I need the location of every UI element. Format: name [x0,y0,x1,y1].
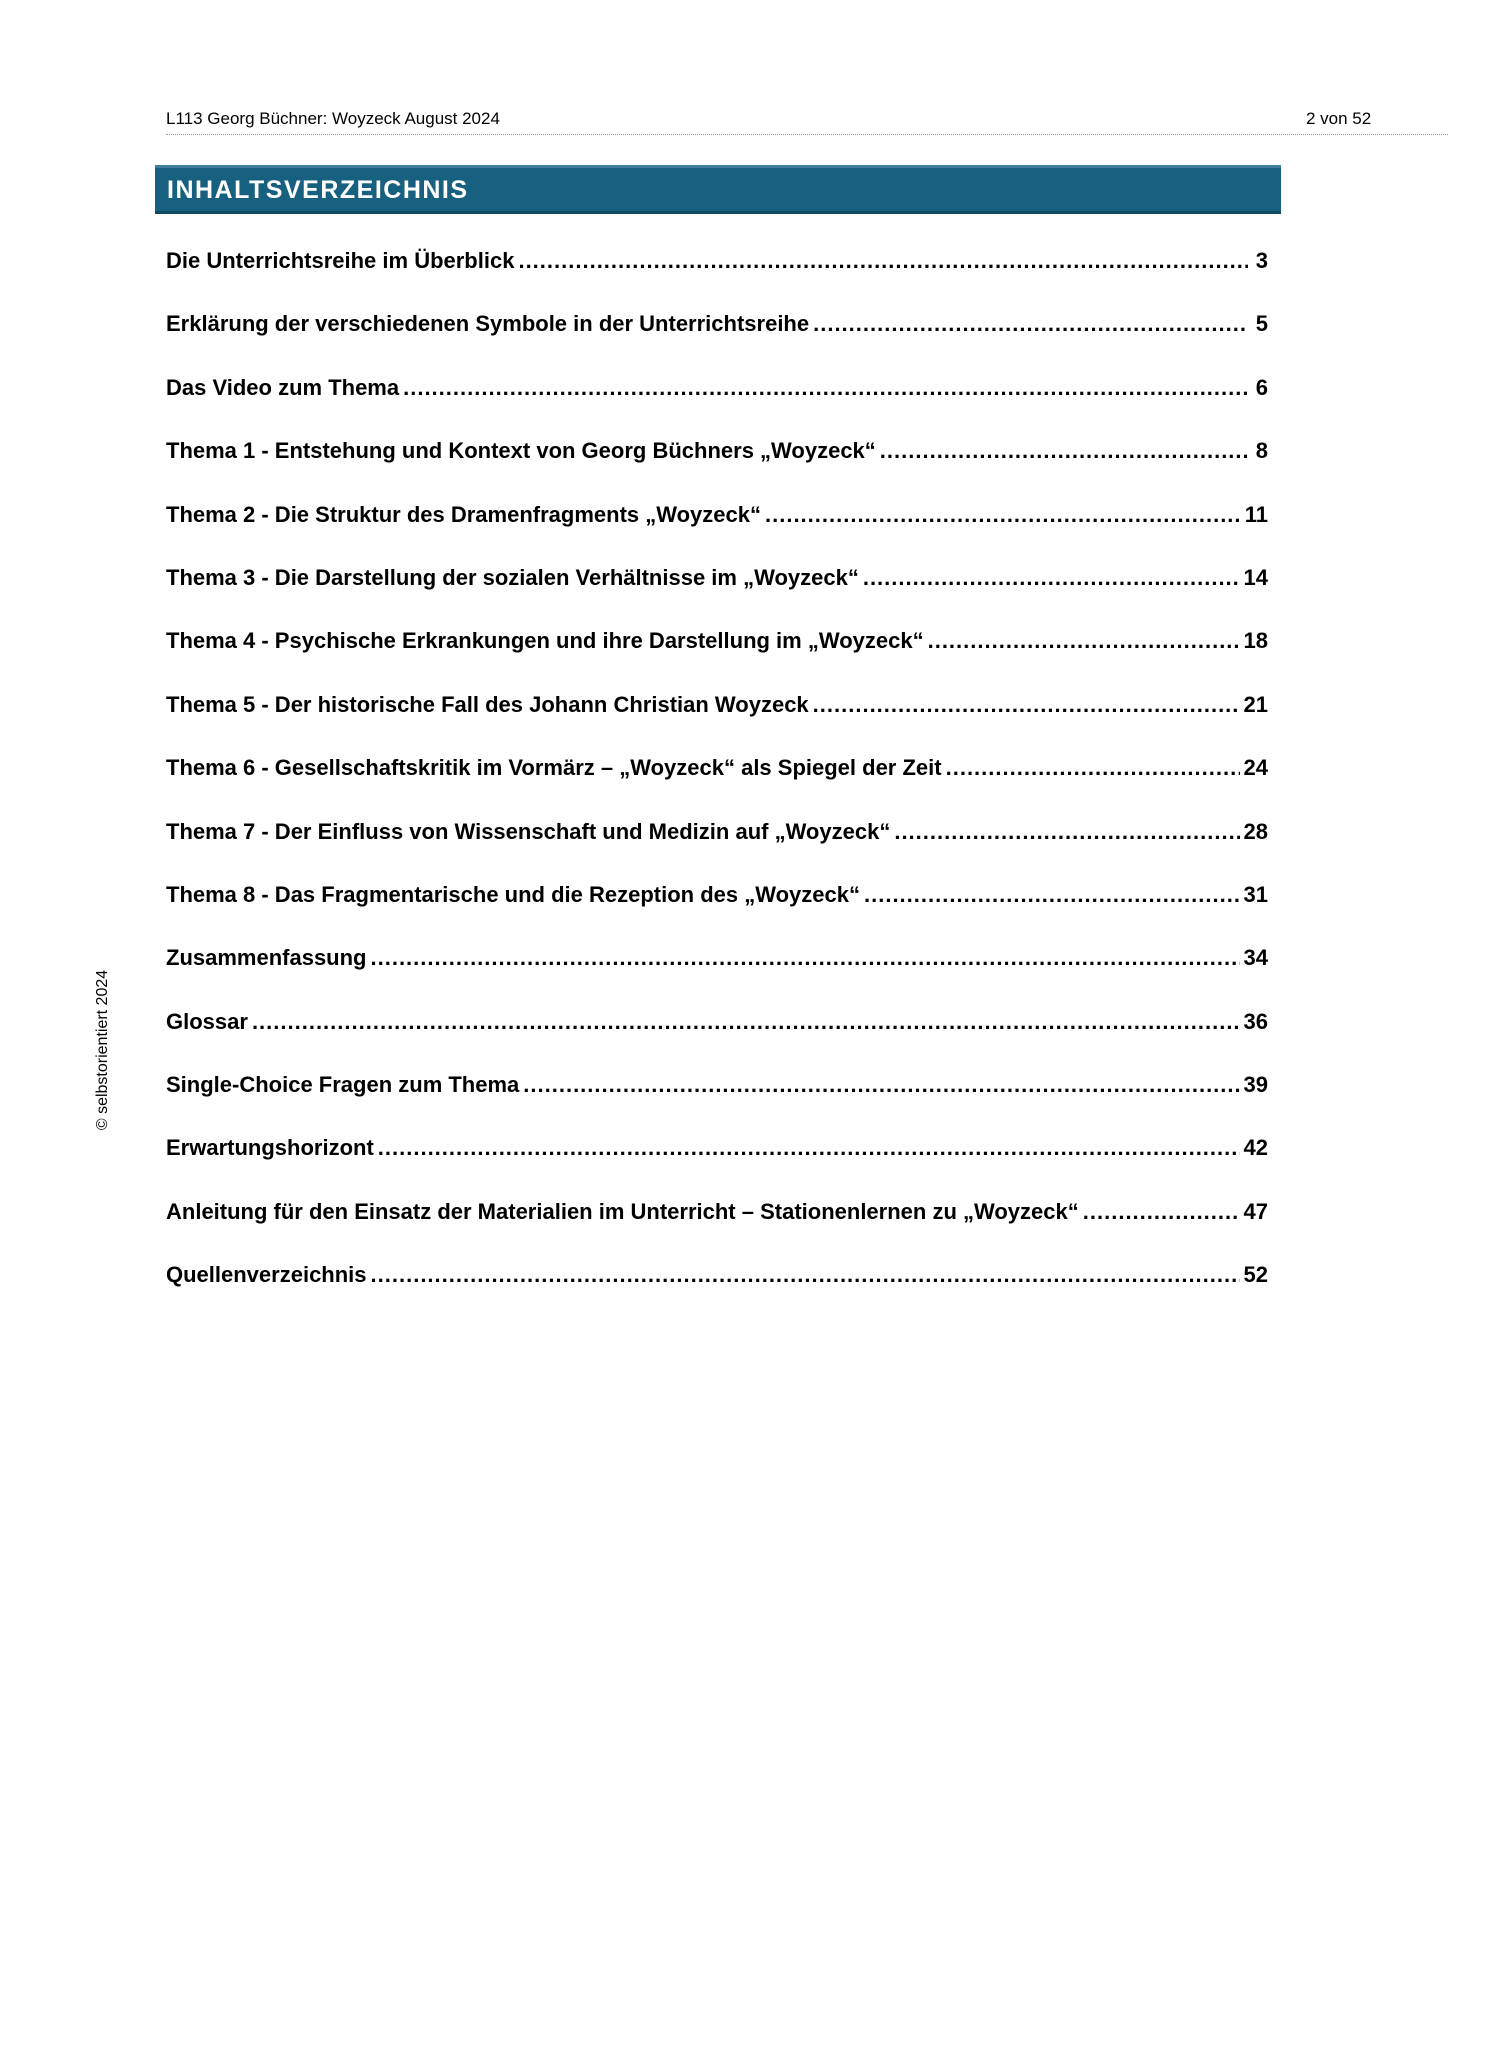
toc-entry-title: Anleitung für den Einsatz der Materialien im Unterricht – Stationenlernen zu „Woyzeck“ [166,1198,1079,1224]
toc-entry[interactable] [166,690,1268,753]
toc-entry-title: Thema 7 - Der Einfluss von Wissenschaft und Medizin auf „Woyzeck“ [166,818,891,844]
copyright-notice: © selbstorientiert 2024 [94,969,111,1131]
toc-entry[interactable] [166,500,1268,563]
toc-entry[interactable] [166,817,1268,880]
toc-entry[interactable] [166,1133,1268,1196]
dot-leader [378,1133,1240,1163]
dot-leader [523,1070,1239,1100]
dot-leader [813,309,1248,339]
dot-leader [894,817,1239,847]
page-header [166,108,1448,135]
toc-entry-title: Thema 2 - Die Struktur des Dramenfragments „Woyzeck“ [166,501,761,527]
toc-entry-title: Thema 3 - Die Darstellung der sozialen Verhältnisse im „Woyzeck“ [166,564,859,590]
toc-entry[interactable] [166,880,1268,943]
dot-leader [863,563,1240,593]
dot-leader [371,1260,1240,1290]
toc-entry-page: 47 [1243,1198,1268,1224]
toc-entry-title: Erklärung der verschiedenen Symbole in der Unterrichtsreihe [166,311,810,337]
toc-entry[interactable] [166,1007,1268,1070]
toc-entry-page: 11 [1244,501,1268,527]
dot-leader [1083,1197,1240,1227]
toc-entry-title: Thema 6 - Gesellschaftskritik im Vormärz – „Woyzeck“ als Spiegel der Zeit [166,755,942,781]
dot-leader [252,1007,1240,1037]
toc-entry-page: 34 [1243,945,1268,971]
toc-heading: INHALTSVERZEICHNIS [167,176,469,204]
toc-entry-title: Thema 4 - Psychische Erkrankungen und ihre Darstellung im „Woyzeck“ [166,628,924,654]
dot-leader [765,500,1241,530]
toc-entry[interactable] [166,373,1268,436]
toc-entry-page: 18 [1243,628,1268,654]
dot-leader [946,753,1240,783]
toc-entry-page: 28 [1243,818,1268,844]
toc-heading-banner [155,165,1281,214]
toc-entry[interactable] [166,246,1268,309]
toc-entry-page: 8 [1255,438,1268,464]
toc-entry[interactable] [166,436,1268,499]
page-number: 2 von 52 [1306,109,1372,128]
toc-entry-page: 31 [1243,881,1268,907]
document-title: L113 Georg Büchner: Woyzeck August 2024 [166,109,500,128]
toc-entry-page: 3 [1255,248,1268,273]
dot-leader [864,880,1240,910]
toc-entry-title: Thema 8 - Das Fragmentarische und die Rezeption des „Woyzeck“ [166,881,860,907]
dot-leader [371,943,1240,973]
toc-entry-title: Zusammenfassung [166,945,367,971]
toc-entry[interactable] [166,626,1268,689]
toc-entry[interactable] [166,563,1268,626]
toc-entry-page: 6 [1255,374,1268,400]
dot-leader [928,626,1240,656]
toc-entry[interactable] [166,753,1268,816]
toc-entry[interactable] [166,1070,1268,1133]
toc-entry[interactable] [166,1197,1268,1260]
toc-entry-title: Erwartungshorizont [166,1135,374,1161]
dot-leader [518,246,1248,276]
toc-entry-title: Single-Choice Fragen zum Thema [166,1072,520,1098]
dot-leader [813,690,1240,720]
toc-entry-title: Glossar [166,1008,248,1034]
toc-entry-page: 24 [1243,755,1268,781]
toc-entry-title: Thema 5 - Der historische Fall des Johann Christian Woyzeck [166,691,809,717]
toc-entry-page: 14 [1243,564,1268,590]
toc-entry-title: Quellenverzeichnis [166,1262,367,1288]
toc-entry-page: 52 [1243,1262,1268,1288]
toc-entry-title: Thema 1 - Entstehung und Kontext von Georg Büchners „Woyzeck“ [166,438,876,464]
toc-entry[interactable] [166,1260,1268,1323]
table-of-contents [166,246,1268,1324]
toc-entry-page: 5 [1255,311,1268,337]
dot-leader [880,436,1248,466]
toc-entry-title: Das Video zum Thema [166,374,400,400]
toc-entry-title: Die Unterrichtsreihe im Überblick [166,248,515,273]
toc-entry-page: 39 [1243,1072,1268,1098]
toc-entry-page: 42 [1243,1135,1268,1161]
dot-leader [403,373,1248,403]
toc-entry-page: 36 [1243,1008,1268,1034]
toc-entry[interactable] [166,309,1268,372]
toc-entry-page: 21 [1243,691,1268,717]
toc-entry[interactable] [166,943,1268,1006]
